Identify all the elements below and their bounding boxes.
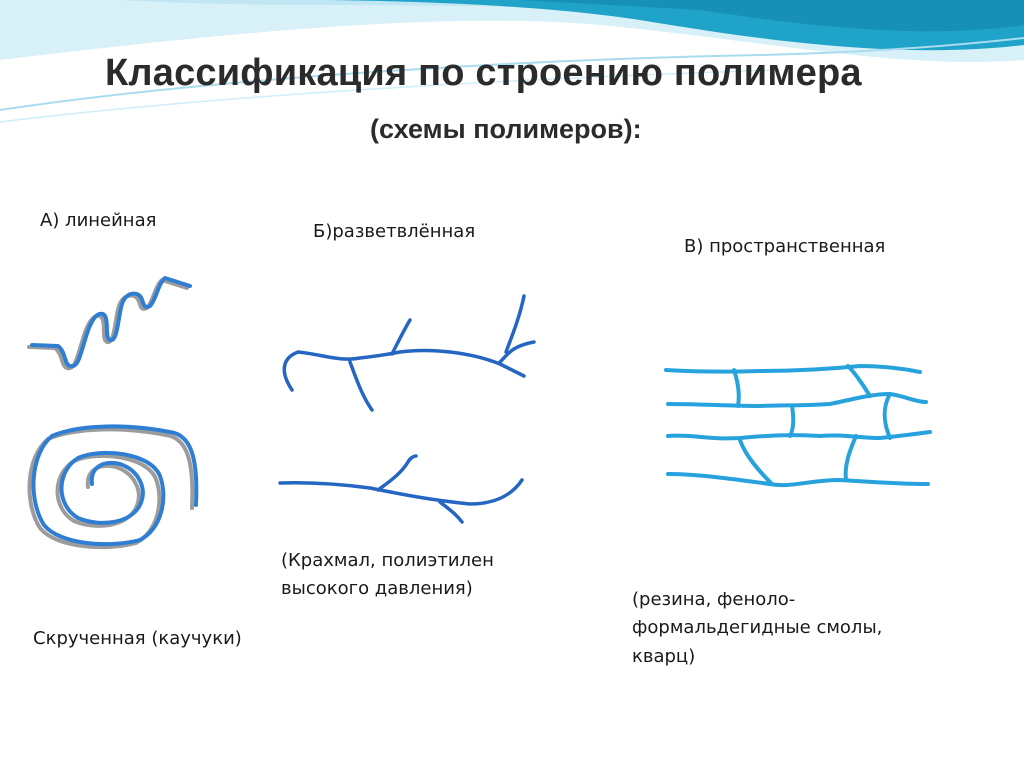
branched-chain-scheme-1 [284, 296, 534, 410]
spatial-label: В) пространственная [684, 236, 886, 257]
branched-label: Б)разветвлённая [313, 221, 476, 242]
spatial-caption-line-2: формальдегидные смолы, [632, 617, 883, 638]
linear-caption: Скрученная (каучуки) [33, 628, 242, 649]
spatial-caption-line-3: кварц) [632, 646, 696, 667]
branched-caption-line-1: (Крахмал, полиэтилен [281, 550, 494, 571]
page-subtitle: (схемы полимеров): [370, 114, 642, 144]
branched-chain-scheme-2 [280, 456, 522, 522]
coiled-chain-scheme [30, 426, 197, 547]
linear-label: А) линейная [40, 210, 157, 231]
spatial-caption-line-1: (резина, феноло- [632, 589, 796, 610]
page-title: Классификация по строению полимера [105, 52, 862, 94]
spatial-network-scheme [666, 366, 930, 485]
linear-chain-scheme [29, 278, 190, 368]
branched-caption-line-2: высокого давления) [281, 578, 473, 599]
